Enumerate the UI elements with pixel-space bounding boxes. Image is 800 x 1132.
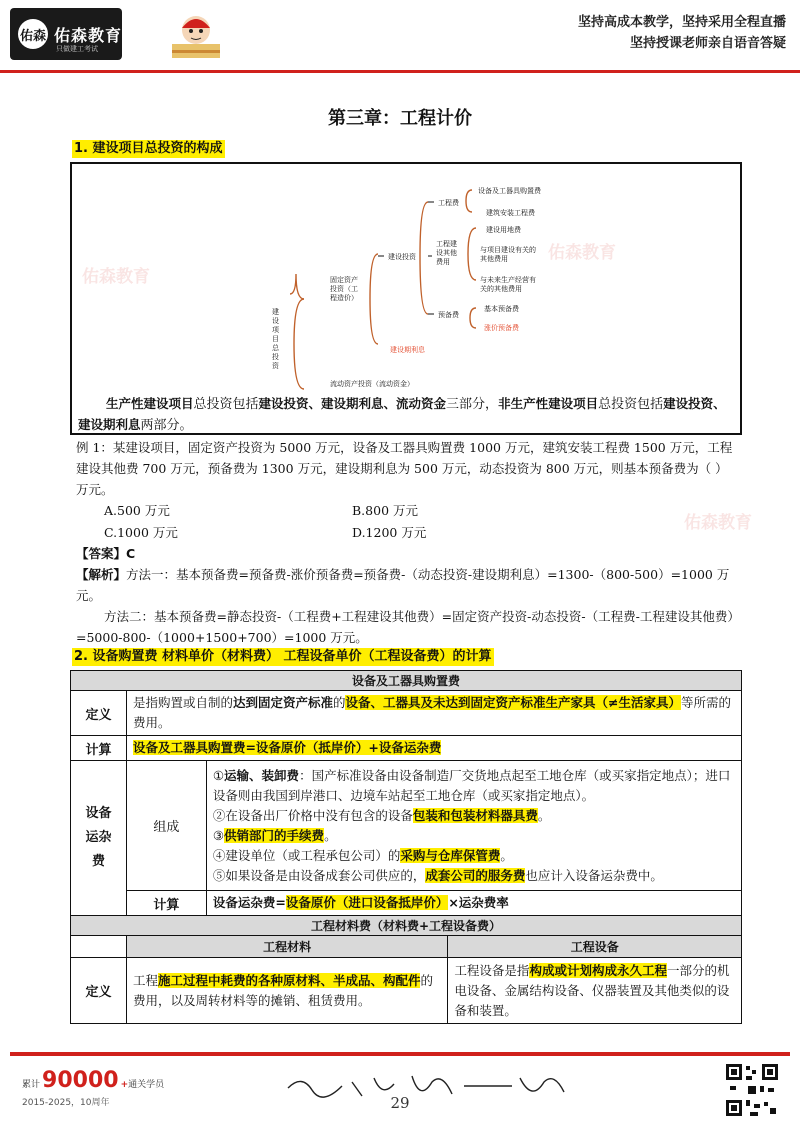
section-heading: 2. 设备购置费 材料单价（材料费） 工程设备单价（工程设备费）的计算 xyxy=(74,649,492,664)
diagram-node: 与未来生产经营有关的其他费用 xyxy=(480,276,536,293)
cost-table xyxy=(70,670,742,1024)
diagram-node: 建设投资 xyxy=(388,253,416,261)
freight-formula: 设备运杂费=设备原价（进口设备抵岸价）×运杂费率 xyxy=(206,891,741,916)
diagram-node: 设备及工器具购置费 xyxy=(478,187,541,195)
equipment-definition: 工程设备是指构成或计划构成永久工程一部分的机电设备、金属结构设备、仪器装置及其他类似的设备和装置。 xyxy=(448,958,742,1024)
investment-structure-diagram xyxy=(70,162,742,435)
header-divider xyxy=(0,70,800,73)
mascot-icon xyxy=(168,8,224,64)
column-header: 工程材料 xyxy=(126,936,447,958)
option-d: D.1200 万元 xyxy=(352,525,427,540)
diagram-node: 基本预备费 xyxy=(484,305,519,313)
qr-code-icon xyxy=(724,1062,780,1118)
calc-formula: 设备及工器具购置费=设备原价（抵岸价）+设备运杂费 xyxy=(126,736,741,761)
row-label: 组成 xyxy=(126,761,206,891)
logo-text: 佑森教育 xyxy=(54,25,123,45)
row-label: 计算 xyxy=(126,891,206,916)
diagram-root xyxy=(272,307,280,370)
analysis-method-2: 方法二：基本预备费=静态投资-（工程费+工程建设其他费）=固定资产投资-动态投资-（工程费-工程建设其他费）=5000-800-（1000+1500+700）=1000 万元。 xyxy=(76,609,740,645)
answer: 【答案】C xyxy=(76,546,136,561)
section-heading: 1. 建设项目总投资的构成 xyxy=(74,141,223,156)
slogan-line-2: 坚持授课老师亲自语音答疑 xyxy=(629,36,786,51)
chapter-title: 第三章：工程计价 xyxy=(328,108,472,129)
diagram-node: 工程费 xyxy=(438,199,459,207)
example-question: 例 1：某建设项目，固定资产投资为 5000 万元，设备及工器具购置费 1000 万元，建筑安装工程费 1500 万元，工程建设其他费 700 万元，预备费为 1300 万元，建设期利息为 500 万元，动态投资为 800 万元，则基本预备费为（ ）万元。 xyxy=(76,440,733,497)
diagram-node: 工程建设其他费用 xyxy=(436,240,457,266)
table-title: 工程材料费（材料费+工程设备费） xyxy=(71,916,742,936)
logo-seal-icon: 佑森 xyxy=(18,19,48,49)
diagram-node: 与项目建设有关的其他费用 xyxy=(480,246,536,263)
row-label: 定义 xyxy=(71,958,127,1024)
watermark-text: 佑森教育 xyxy=(548,243,616,263)
diagram-node: 建设用地费 xyxy=(486,226,521,234)
footer-stats: 累计90000 +通关学员 2015-2025，10周年 xyxy=(22,1068,165,1108)
svg-text:建设项目总投资: 建设项目总投资 xyxy=(272,308,279,370)
option-b: B.800 万元 xyxy=(352,503,418,518)
option-c: C.1000 万元 xyxy=(104,525,178,540)
material-definition: 工程施工过程中耗费的各种原材料、半成品、构配件的费用，以及周转材料等的摊销、租赁费用。 xyxy=(126,958,447,1024)
page-number: 29 xyxy=(390,1094,410,1112)
footer-divider xyxy=(10,1052,790,1056)
tree-diagram xyxy=(72,164,740,394)
signature-scribble xyxy=(282,1068,572,1108)
table-title: 设备及工器具购置费 xyxy=(71,671,742,691)
analysis-method-1: 【解析】方法一：基本预备费=预备费-涨价预备费=预备费-（动态投资-建设期利息）=1300-（800-500）=1000 万元。 xyxy=(76,567,730,603)
brand-logo xyxy=(10,8,122,60)
diagram-node: 建筑安装工程费 xyxy=(486,209,535,217)
row-label: 定义 xyxy=(71,691,127,736)
answer-options xyxy=(104,500,664,544)
freight-components: ①运输、装卸费：国产标准设备由设备制造厂交货地点起至工地仓库（或买家指定地点）；进口设备则由我国到岸港口、边境车站起至工地仓库（或买家指定地点）。 ②在设备出厂价格中没有包含的设备包装和包装材料器具费。 ③供销部门的手续费。 ④建设单位（或工程承包公司）的采购与仓库保管费。 ⑤如果设备是由设备成套公司供应的，成套公司的服务费也应计入设备运杂费中。 xyxy=(206,761,741,891)
row-label: 设备运杂费 xyxy=(71,761,127,916)
logo-subtitle: 只做建工考试 xyxy=(56,45,98,53)
slogan-line-1: 坚持高成本教学，坚持采用全程直播 xyxy=(577,15,786,30)
page-header xyxy=(0,0,800,72)
option-a: A.500 万元 xyxy=(104,503,170,518)
watermark-text: 佑森教育 xyxy=(82,267,150,287)
definition-text: 是指购置或自制的达到固定资产标准的设备、工器具及未达到固定资产标准生产家具（≠生活家具）等所需的费用。 xyxy=(126,691,741,736)
diagram-node: 流动资产投资（流动资金） xyxy=(330,380,414,388)
watermark-text: 佑森教育 xyxy=(684,513,752,533)
signature xyxy=(282,1068,572,1108)
diagram-node: 建设期利息 xyxy=(390,346,425,354)
diagram-node: 涨价预备费 xyxy=(484,324,519,332)
diagram-caption: 生产性建设项目总投资包括建设投资、建设期利息、流动资金三部分，非生产性建设项目总投资包括建设投资、建设期利息两部分。 xyxy=(78,396,726,433)
row-label: 计算 xyxy=(71,736,127,761)
diagram-node: 固定资产投资（工程造价） xyxy=(330,276,358,302)
slogan xyxy=(578,12,786,54)
column-header: 工程设备 xyxy=(448,936,742,958)
diagram-node: 预备费 xyxy=(438,311,459,319)
